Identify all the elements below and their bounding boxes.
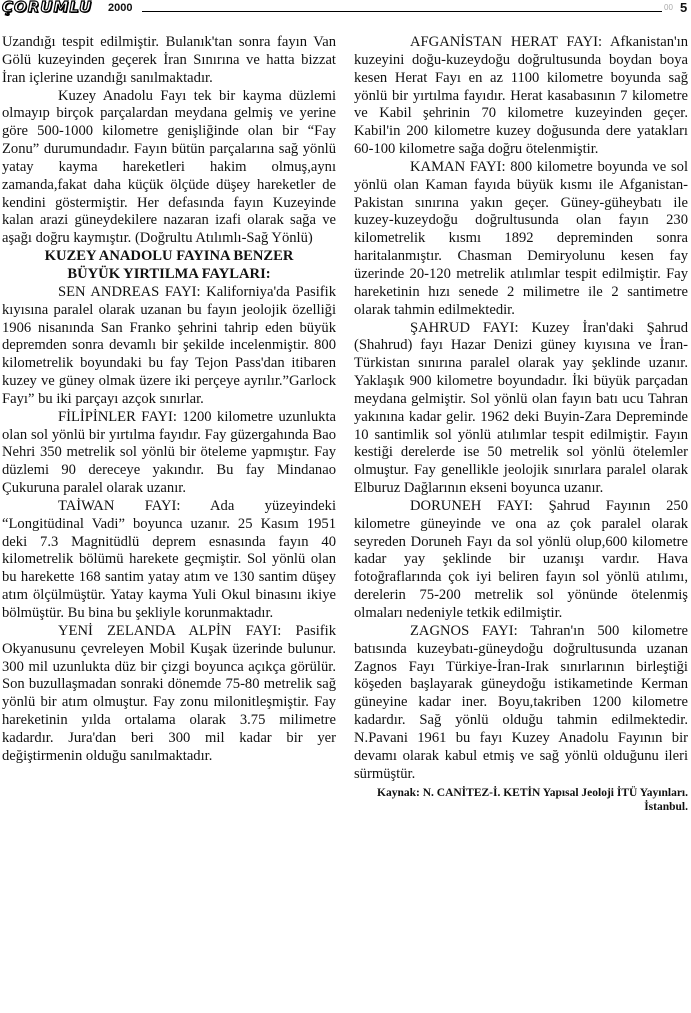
paragraph: Kuzey Anadolu Fayı tek bir kayma düzlemi olmayıp birçok parçalardan meydana gelmiş ve yerine göre 500-1000 kilometre genişliğinde olan bir “Fay Zonu” durumundadır. Fayın bütün parçalarına sağ yönlü yatay kayma hareketleri hakim olmuş,aynı zamanda,fakat daha küçük ölçüde düşey hareketler de kendini göstermiştir. Her defasında fayın Kuzeyinde kalan arazi güneydekilere nazaran izafi olarak sağa ve aşağı doğru kaymıştır. (Doğrultu Atılımlı-Sağ Yönlü): [2, 87, 336, 247]
page-header: [0, 0, 691, 22]
paragraph-filipinler: FİLİPİNLER FAYI: 1200 kilometre uzunlukta olan sol yönlü bir yırtılma fayıdır. Fay güzergahında Bao Nehri 350 metrelik sol yönlü bir öteleme yapmıştır. Fay düzlemi 90 dereceye yakındır. Bu fay Mindanao Çukuruna paralel olarak uzanır.: [2, 408, 336, 497]
paragraph: Uzandığı tespit edilmiştir. Bulanık'tan sonra fayın Van Gölü kuzeyinden geçerek İran Sınırına ve hatta bizzat İran içlerine uzandığı sanılmaktadır.: [2, 34, 336, 86]
paragraph-kaman: KAMAN FAYI: 800 kilometre boyunda ve sol yönlü olan Kaman fayıda büyük kısmı ile Afganistan-Pakistan sınırına yakın geçer. Güney-güheybatı ile kuzey-kuzeydoğu doğrultusunda olan fayın 230 kilometrelik kısmı 1892 depreminden sonra haritalanmıştır. Chasman Demiryolunu kesen fay üzerinde 20-120 metrelik atılımlar tespit edilmiştir. Fay hareketinin hızı senede 2 milimetre ile 2 santimetre olarak tahmin edilmektedir.: [354, 158, 688, 318]
issue-number: 00: [664, 3, 673, 12]
paragraph-doruneh: DORUNEH FAYI: Şahrud Fayının 250 kilometre güneyinde ve ona az çok paralel olarak seyreden Doruneh Fayı da sol yönlü olup,600 kilometre kadar yay şeklinde bir uzanışı vardır. Hava fotoğraflarında çok iyi beliren fayın sol yönlü atılımı, derelerin 75-200 metrelik sol yönünde ötelenmiş olmaları nedeniyle tetkik edilmiştir.: [354, 497, 688, 621]
header-rule: [142, 11, 662, 12]
page-number: 5: [680, 0, 688, 15]
newspaper-logo: ÇORUMLU: [2, 0, 93, 16]
paragraph-yeni-zelanda: YENİ ZELANDA ALPİN FAYI: Pasifik Okyanusunu çevreleyen Mobil Kuşak üzerinde bulunur. 300 mil uzunlukta düz bir çizgi boyunca açıkça görülür. Son buzullaşmadan sonraki dönemde 75-80 metrelik sağ yönlü bir atım olmuştur. Fay zonu milonitleşmiştir. Fay hareketinin yılda ortalama olarak 3.75 milimetre kadardır. Jura'dan beri 300 mil kadar bir yer değiştirmenin olduğu sanılmaktadır.: [2, 622, 336, 764]
section-heading-line-2: BÜYÜK YIRTILMA FAYLARI:: [67, 265, 271, 282]
paragraph-zagnos: ZAGNOS FAYI: Tahran'ın 500 kilometre batısında kuzeybatı-güneydoğu doğrultusunda uzanan Zagnos Fayı Türkiye-İran-Irak sınırlarının birleştiği köşeden başlayarak güneydoğu istikametinde Kerman güneyine kadar iner. Boyu,takriben 1200 kilometre kadardır. Sağ yönlü olduğu tahmin edilmektedir. N.Pavani 1961 bu fayı Kuzey Anadolu Fayının bir devamı olarak kabul etmiş ve sağ yönlü olduğunu ileri sürmüştür.: [354, 622, 688, 782]
paragraph-afganistan: AFGANİSTAN HERAT FAYI: Afkanistan'ın kuzeyini doğu-kuzeydoğu doğrultusunda boydan boya kesen Herat Fayı en az 1100 kilometre boyunda sağ yönlü bir yırtılma fayıdır. Herat kasabasının 7 kilometre ve Kabil şehrinin 70 kilometre kuzeyinden geçer. Kabil'in 200 kilometre kuzey doğusunda dere yatakları 60-100 kilometre sağa doğru ötelenmiştir.: [354, 34, 688, 158]
section-heading-line-1: KUZEY ANADOLU FAYINA BENZER: [44, 248, 294, 265]
left-column: [2, 34, 336, 766]
paragraph-san-andreas: SEN ANDREAS FAYI: Kaliforniya'da Pasifik kıyısına paralel olarak uzanan bu fayın jeolojik özelliği 1906 nisanında San Franko şehrini tahrip eden büyük depremden sonra devamlı bir şekilde incelenmiştir. 800 kilometrelik boyundaki bu fay Tejon Pass'dan itibaren kuzey ve güney olmak üzere iki perçeye ayrılır.”Garlock Fayı” bu iki parçayı azçok sınırlar.: [2, 283, 336, 407]
right-column: [354, 34, 688, 814]
issue-year: 2000: [108, 2, 133, 14]
section-heading: [2, 248, 336, 284]
paragraph-taiwan: TAİWAN FAYI: Ada yüzeyindeki “Longitüdinal Vadi” boyunca uzanır. 25 Kasım 1951 deki 7.3 Magnitüdlü deprem esnasında fayın 40 kilometrelik bölümü harekete geçmiştir. Sol yönlü olan bu harekette 168 santim yatay atım ve 130 santim düşey atım ölçülmüştür. Yatay kayma Yuli Okul binasını ikiye bölmüştür. Bu bina bu şekliyle korunmaktadır.: [2, 497, 336, 621]
source-citation: Kaynak: N. CANİTEZ-İ. KETİN Yapısal Jeoloji İTÜ Yayınları. İstanbul.: [377, 787, 688, 814]
paragraph-sahrud: ŞAHRUD FAYI: Kuzey İran'daki Şahrud (Shahrud) fayı Hazar Denizi güney kıyısına ve İran-Türkistan sınırına paralel olarak yay şeklinde uzanır. Yaklaşık 900 kilometre boyundadır. İki büyük parçadan meydana gelmiştir. Sol yönlü olan fayın batı ucu Tahran yakınına kadar gelir. 1962 deki Buyin-Zara Depreminde 10 santimlik sol yönlü atılımlar tespit edilmiştir. Fayın kestiği derelerde ise 50 metrelik sol yönlü ötelemler olmuştur. Fay genellikle jeolojik sınırlara paralel olarak Elburuz Dağlarının ekseni boyunca uzanır.: [354, 319, 688, 497]
